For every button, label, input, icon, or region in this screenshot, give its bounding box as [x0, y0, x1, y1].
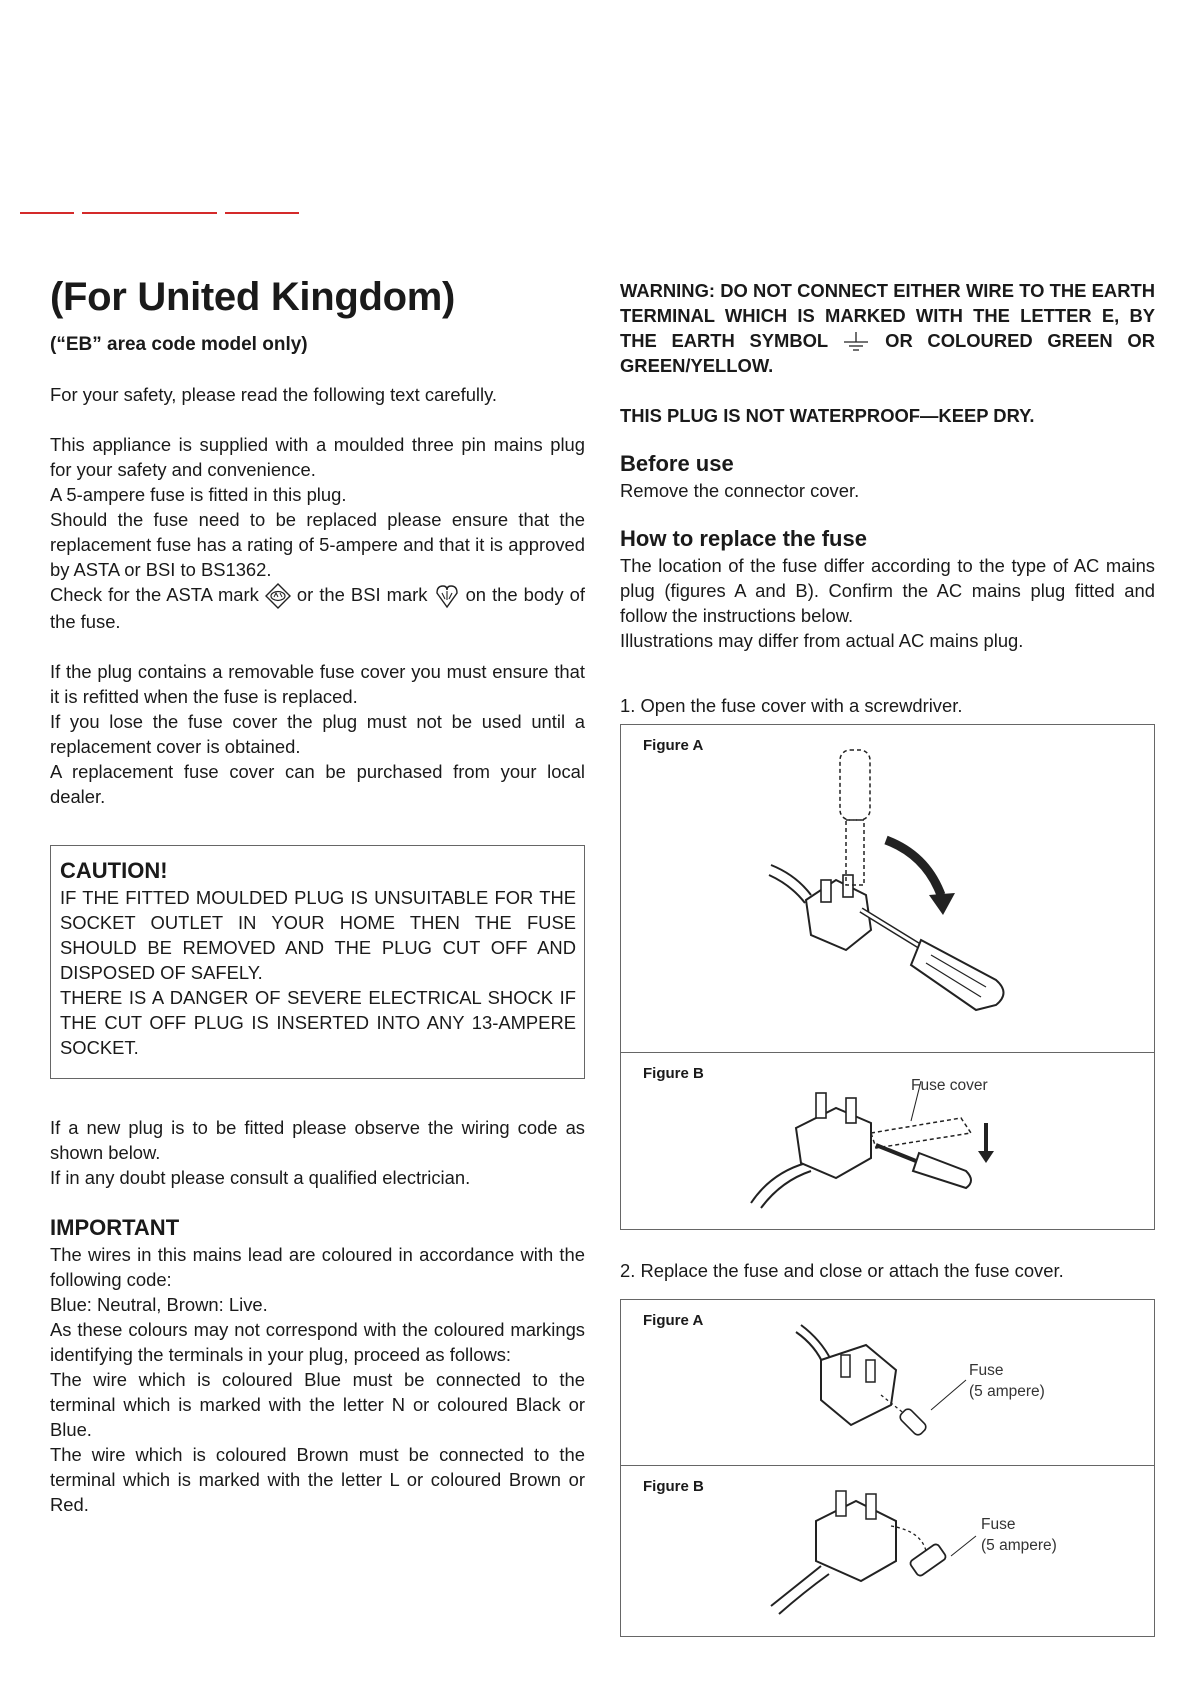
paragraph: Illustrations may differ from actual AC mains plug. — [620, 630, 1024, 651]
before-use-heading: Before use — [620, 451, 734, 476]
replace-fuse-heading: How to replace the fuse — [620, 526, 867, 551]
paragraph: Blue: Neutral, Brown: Live. — [50, 1294, 268, 1316]
right-column — [620, 278, 1155, 1637]
figure-box-open-cover — [620, 724, 1155, 1230]
mark-text: or the BSI mark — [296, 584, 428, 605]
figure-b-cell — [621, 1053, 1154, 1229]
figure-a-label: Figure A — [643, 737, 704, 754]
paragraph: The wires in this mains lead are coloured in accordance with the following code: — [50, 1244, 585, 1291]
link-underline — [82, 212, 217, 214]
link-underline — [20, 212, 74, 214]
mark-text: on the body of the fuse. — [50, 584, 585, 633]
caution-title: CAUTION! — [60, 858, 168, 884]
figure-a-fuse-cell — [621, 1300, 1154, 1466]
figure-b-fuse-cell — [621, 1466, 1154, 1636]
intro-text: For your safety, please read the following text carefully. — [50, 384, 498, 405]
left-column — [50, 275, 585, 1517]
page-title: (For United Kingdom) — [50, 275, 456, 319]
mark-check-paragraph — [50, 582, 585, 634]
warning-text-part: OR COLOURED GREEN OR GREEN/YELLOW. — [620, 330, 1155, 376]
paragraph: A replacement fuse cover can be purchased from your local dealer. — [50, 761, 585, 808]
fuse-label: Fuse — [969, 1362, 1004, 1379]
step-1-text: 1. Open the fuse cover with a screwdriver. — [620, 695, 963, 716]
paragraph: This appliance is supplied with a moulded three pin mains plug for your safety and convenience. — [50, 434, 585, 480]
figure-b-label: Figure B — [643, 1065, 704, 1082]
fuse-rating-label: (5 ampere) — [981, 1537, 1057, 1554]
figure-a-label: Figure A — [643, 1312, 704, 1329]
warning-text — [620, 278, 1155, 378]
link-underline — [225, 212, 299, 214]
bsi-kitemark-icon — [434, 583, 460, 609]
fuse-label: Fuse — [981, 1516, 1016, 1533]
caution-text: THERE IS A DANGER OF SEVERE ELECTRICAL SHOCK IF THE CUT OFF PLUG IS INSERTED INTO ANY 13-AMPERE SOCKET. — [60, 987, 576, 1059]
plug-note: THIS PLUG IS NOT WATERPROOF—KEEP DRY. — [620, 405, 1035, 426]
important-heading: IMPORTANT — [50, 1215, 180, 1241]
page-subtitle: (“EB” area code model only) — [50, 334, 308, 355]
paragraph: The wire which is coloured Brown must be connected to the terminal which is marked with the letter L or coloured Brown or Red. — [50, 1444, 585, 1516]
paragraph: If a new plug is to be fitted please observe the wiring code as shown below. — [50, 1117, 585, 1164]
plug-screwdriver-illustration — [621, 725, 1154, 1052]
figure-box-replace-fuse — [620, 1299, 1155, 1637]
fuse-cover-label: Fuse cover — [911, 1077, 988, 1094]
paragraph: As these colours may not correspond with the coloured markings identifying the terminals in your plug, proceed as follows: — [50, 1319, 585, 1366]
asta-mark-icon — [265, 583, 291, 609]
paragraph: A 5-ampere fuse is fitted in this plug. — [50, 484, 347, 505]
paragraph: If you lose the fuse cover the plug must not be used until a replacement cover is obtained. — [50, 711, 585, 758]
figure-a-cell — [621, 725, 1154, 1053]
mark-text: Check for the ASTA mark — [50, 584, 259, 605]
caution-box — [50, 845, 585, 1079]
figure-b-label: Figure B — [643, 1478, 704, 1495]
paragraph: Should the fuse need to be replaced please ensure that the replacement fuse has a rating of 5-ampere and that it is approved by ASTA or BSI to BS1362. — [50, 509, 585, 580]
paragraph: If the plug contains a removable fuse cover you must ensure that it is refitted when the fuse is replaced. — [50, 661, 585, 708]
earth-symbol-icon — [842, 332, 870, 352]
fuse-rating-label: (5 ampere) — [969, 1383, 1045, 1400]
paragraph: The wire which is coloured Blue must be connected to the terminal which is marked with the letter N or coloured Black or Blue. — [50, 1369, 585, 1441]
caution-text: IF THE FITTED MOULDED PLUG IS UNSUITABLE FOR THE SOCKET OUTLET IN YOUR HOME THEN THE FUSE SHOULD BE REMOVED AND THE PLUG CUT OFF AND DISPOSED OF SAFELY. — [60, 887, 576, 984]
step-2-text: 2. Replace the fuse and close or attach the fuse cover. — [620, 1260, 1064, 1281]
paragraph: The location of the fuse differ according to the type of AC mains plug (figures A and B). Confirm the AC mains plug fitted and follow the instructions below. — [620, 555, 1155, 626]
paragraph: If in any doubt please consult a qualified electrician. — [50, 1167, 471, 1189]
warning-text-part: WARNING: DO NOT CONNECT EITHER WIRE TO THE EARTH TERMINAL WHICH IS MARKED WITH THE LETTER E, BY THE EARTH SYMBOL — [620, 280, 1155, 351]
paragraph: Remove the connector cover. — [620, 480, 860, 501]
